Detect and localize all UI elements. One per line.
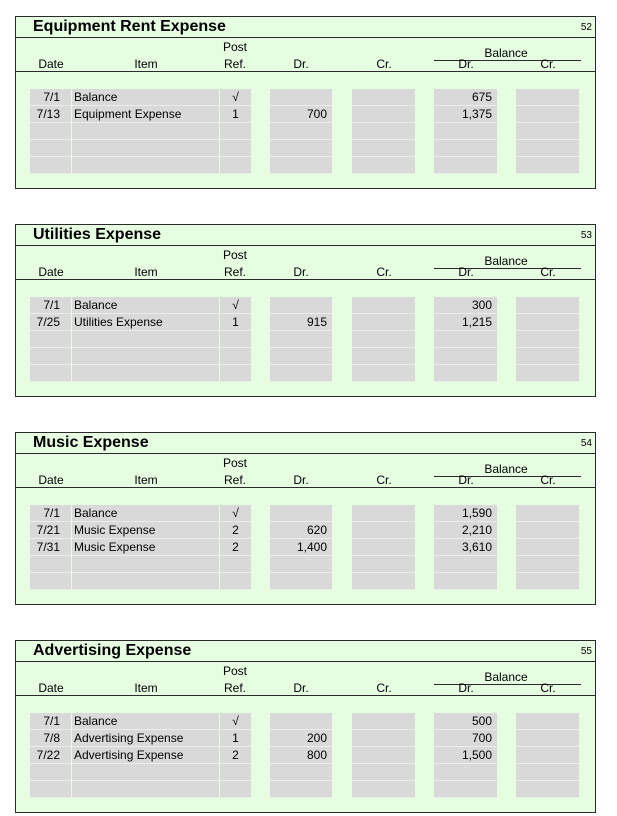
date-header: Date bbox=[38, 473, 64, 487]
row-post-ref: √ bbox=[232, 714, 239, 728]
row-item: Balance bbox=[74, 506, 118, 520]
row-debit bbox=[270, 713, 327, 730]
date-header: Date bbox=[38, 681, 64, 695]
row-debit: 200 bbox=[306, 731, 327, 745]
cr-header: Cr. bbox=[376, 681, 392, 695]
item-header: Item bbox=[134, 473, 158, 487]
row-credit bbox=[352, 747, 410, 764]
header-divider bbox=[16, 487, 595, 488]
row-balance-credit bbox=[516, 747, 574, 764]
date-header: Date bbox=[38, 265, 64, 279]
row-credit bbox=[352, 106, 410, 123]
ledger-account bbox=[15, 640, 596, 813]
row-balance-debit: 700 bbox=[471, 731, 492, 745]
post-header: Post bbox=[222, 456, 247, 470]
row-credit bbox=[352, 505, 410, 522]
row-date: 7/1 bbox=[43, 90, 60, 104]
row-item: Equipment Expense bbox=[74, 107, 182, 121]
balance-header: Balance bbox=[484, 46, 528, 60]
row-balance-credit bbox=[516, 106, 574, 123]
ledger-row bbox=[30, 730, 580, 747]
row-balance-credit bbox=[516, 730, 574, 747]
row-credit bbox=[352, 297, 410, 314]
ledger-grid bbox=[30, 297, 580, 382]
ledger-row bbox=[30, 106, 580, 123]
dr-header: Dr. bbox=[293, 681, 309, 695]
dr-header: Dr. bbox=[293, 265, 309, 279]
row-balance-debit: 500 bbox=[471, 714, 492, 728]
row-balance-credit bbox=[516, 522, 574, 539]
account-title: Utilities Expense bbox=[33, 226, 162, 243]
row-debit: 620 bbox=[306, 523, 327, 537]
ledger-account bbox=[15, 16, 596, 189]
account-number: 52 bbox=[580, 22, 592, 33]
cr-header: Cr. bbox=[376, 57, 392, 71]
row-debit: 700 bbox=[306, 107, 327, 121]
title-divider bbox=[16, 245, 595, 246]
row-date: 7/1 bbox=[43, 506, 60, 520]
balance-dr-header: Dr. bbox=[458, 473, 474, 487]
row-date: 7/25 bbox=[36, 315, 60, 329]
balance-dr-header: Dr. bbox=[458, 265, 474, 279]
row-post-ref: 2 bbox=[232, 523, 239, 537]
header-divider bbox=[16, 695, 595, 696]
ledger-row bbox=[30, 314, 580, 331]
row-item: Advertising Expense bbox=[74, 731, 184, 745]
post-header: Post bbox=[222, 248, 247, 262]
account-title: Equipment Rent Expense bbox=[33, 18, 226, 35]
row-balance-debit: 675 bbox=[471, 90, 492, 104]
row-post-ref: √ bbox=[232, 298, 239, 312]
row-date: 7/1 bbox=[43, 714, 60, 728]
header-divider bbox=[16, 279, 595, 280]
row-post-ref: 1 bbox=[232, 731, 239, 745]
row-balance-debit: 1,500 bbox=[461, 748, 492, 762]
ledger-row bbox=[30, 522, 580, 539]
row-credit bbox=[352, 539, 410, 556]
account-number: 55 bbox=[580, 646, 592, 657]
ledger-row bbox=[30, 539, 580, 556]
row-balance-credit bbox=[516, 505, 574, 522]
row-credit bbox=[352, 314, 410, 331]
row-post-ref: √ bbox=[232, 506, 239, 520]
balance-header: Balance bbox=[484, 462, 528, 476]
balance-header: Balance bbox=[484, 254, 528, 268]
row-balance-credit bbox=[516, 89, 574, 106]
ledger-account bbox=[15, 224, 596, 397]
balance-dr-header: Dr. bbox=[458, 681, 474, 695]
account-number: 53 bbox=[580, 230, 592, 241]
balance-cr-header: Cr. bbox=[540, 57, 556, 71]
dr-header: Dr. bbox=[293, 57, 309, 71]
cr-header: Cr. bbox=[376, 473, 392, 487]
balance-header: Balance bbox=[484, 670, 528, 684]
row-post-ref: 2 bbox=[232, 748, 239, 762]
item-header: Item bbox=[134, 681, 158, 695]
ref-header: Ref. bbox=[223, 473, 246, 487]
row-debit: 1,400 bbox=[296, 540, 327, 554]
dr-header: Dr. bbox=[293, 473, 309, 487]
row-date: 7/22 bbox=[36, 748, 60, 762]
ref-header: Ref. bbox=[223, 57, 246, 71]
row-debit: 800 bbox=[306, 748, 327, 762]
item-header: Item bbox=[134, 265, 158, 279]
row-credit bbox=[352, 713, 410, 730]
row-balance-debit: 1,215 bbox=[461, 315, 492, 329]
balance-cr-header: Cr. bbox=[540, 265, 556, 279]
ledger-row bbox=[30, 747, 580, 764]
title-divider bbox=[16, 453, 595, 454]
ledger-grid bbox=[30, 89, 580, 174]
post-header: Post bbox=[222, 664, 247, 678]
row-item: Balance bbox=[74, 298, 118, 312]
row-debit bbox=[270, 297, 327, 314]
item-header: Item bbox=[134, 57, 158, 71]
account-title: Music Expense bbox=[33, 434, 149, 451]
row-item: Balance bbox=[74, 90, 118, 104]
ledger-row bbox=[30, 713, 580, 730]
ref-header: Ref. bbox=[223, 681, 246, 695]
row-item: Utilities Expense bbox=[74, 315, 163, 329]
row-credit bbox=[352, 730, 410, 747]
row-date: 7/31 bbox=[36, 540, 60, 554]
title-divider bbox=[16, 661, 595, 662]
row-balance-debit: 300 bbox=[471, 298, 492, 312]
row-debit: 915 bbox=[306, 315, 327, 329]
row-date: 7/13 bbox=[36, 107, 60, 121]
header-divider bbox=[16, 71, 595, 72]
row-balance-debit: 1,590 bbox=[461, 506, 492, 520]
ledger-row bbox=[30, 297, 580, 314]
balance-cr-header: Cr. bbox=[540, 473, 556, 487]
ledger-grid bbox=[30, 505, 580, 590]
account-number: 54 bbox=[580, 438, 592, 449]
row-date: 7/21 bbox=[36, 523, 60, 537]
row-date: 7/8 bbox=[43, 731, 60, 745]
row-post-ref: 1 bbox=[232, 315, 239, 329]
ledger-row bbox=[30, 505, 580, 522]
row-item: Advertising Expense bbox=[74, 748, 184, 762]
ledger-account bbox=[15, 432, 596, 605]
row-balance-debit: 2,210 bbox=[461, 523, 492, 537]
row-balance-credit bbox=[516, 539, 574, 556]
row-date: 7/1 bbox=[43, 298, 60, 312]
row-item: Music Expense bbox=[74, 540, 156, 554]
row-balance-credit bbox=[516, 297, 574, 314]
row-balance-credit bbox=[516, 713, 574, 730]
ref-header: Ref. bbox=[223, 265, 246, 279]
row-credit bbox=[352, 522, 410, 539]
row-balance-debit: 1,375 bbox=[461, 107, 492, 121]
title-divider bbox=[16, 37, 595, 38]
row-debit bbox=[270, 505, 327, 522]
row-debit bbox=[270, 89, 327, 106]
balance-dr-header: Dr. bbox=[458, 57, 474, 71]
cr-header: Cr. bbox=[376, 265, 392, 279]
row-post-ref: 2 bbox=[232, 540, 239, 554]
post-header: Post bbox=[222, 40, 247, 54]
row-post-ref: √ bbox=[232, 90, 239, 104]
account-title: Advertising Expense bbox=[33, 642, 192, 659]
row-credit bbox=[352, 89, 410, 106]
row-item: Balance bbox=[74, 714, 118, 728]
balance-cr-header: Cr. bbox=[540, 681, 556, 695]
row-balance-credit bbox=[516, 314, 574, 331]
date-header: Date bbox=[38, 57, 64, 71]
row-item: Music Expense bbox=[74, 523, 156, 537]
ledger-grid bbox=[30, 713, 580, 798]
ledger-row bbox=[30, 89, 580, 106]
row-post-ref: 1 bbox=[232, 107, 239, 121]
row-balance-debit: 3,610 bbox=[461, 540, 492, 554]
